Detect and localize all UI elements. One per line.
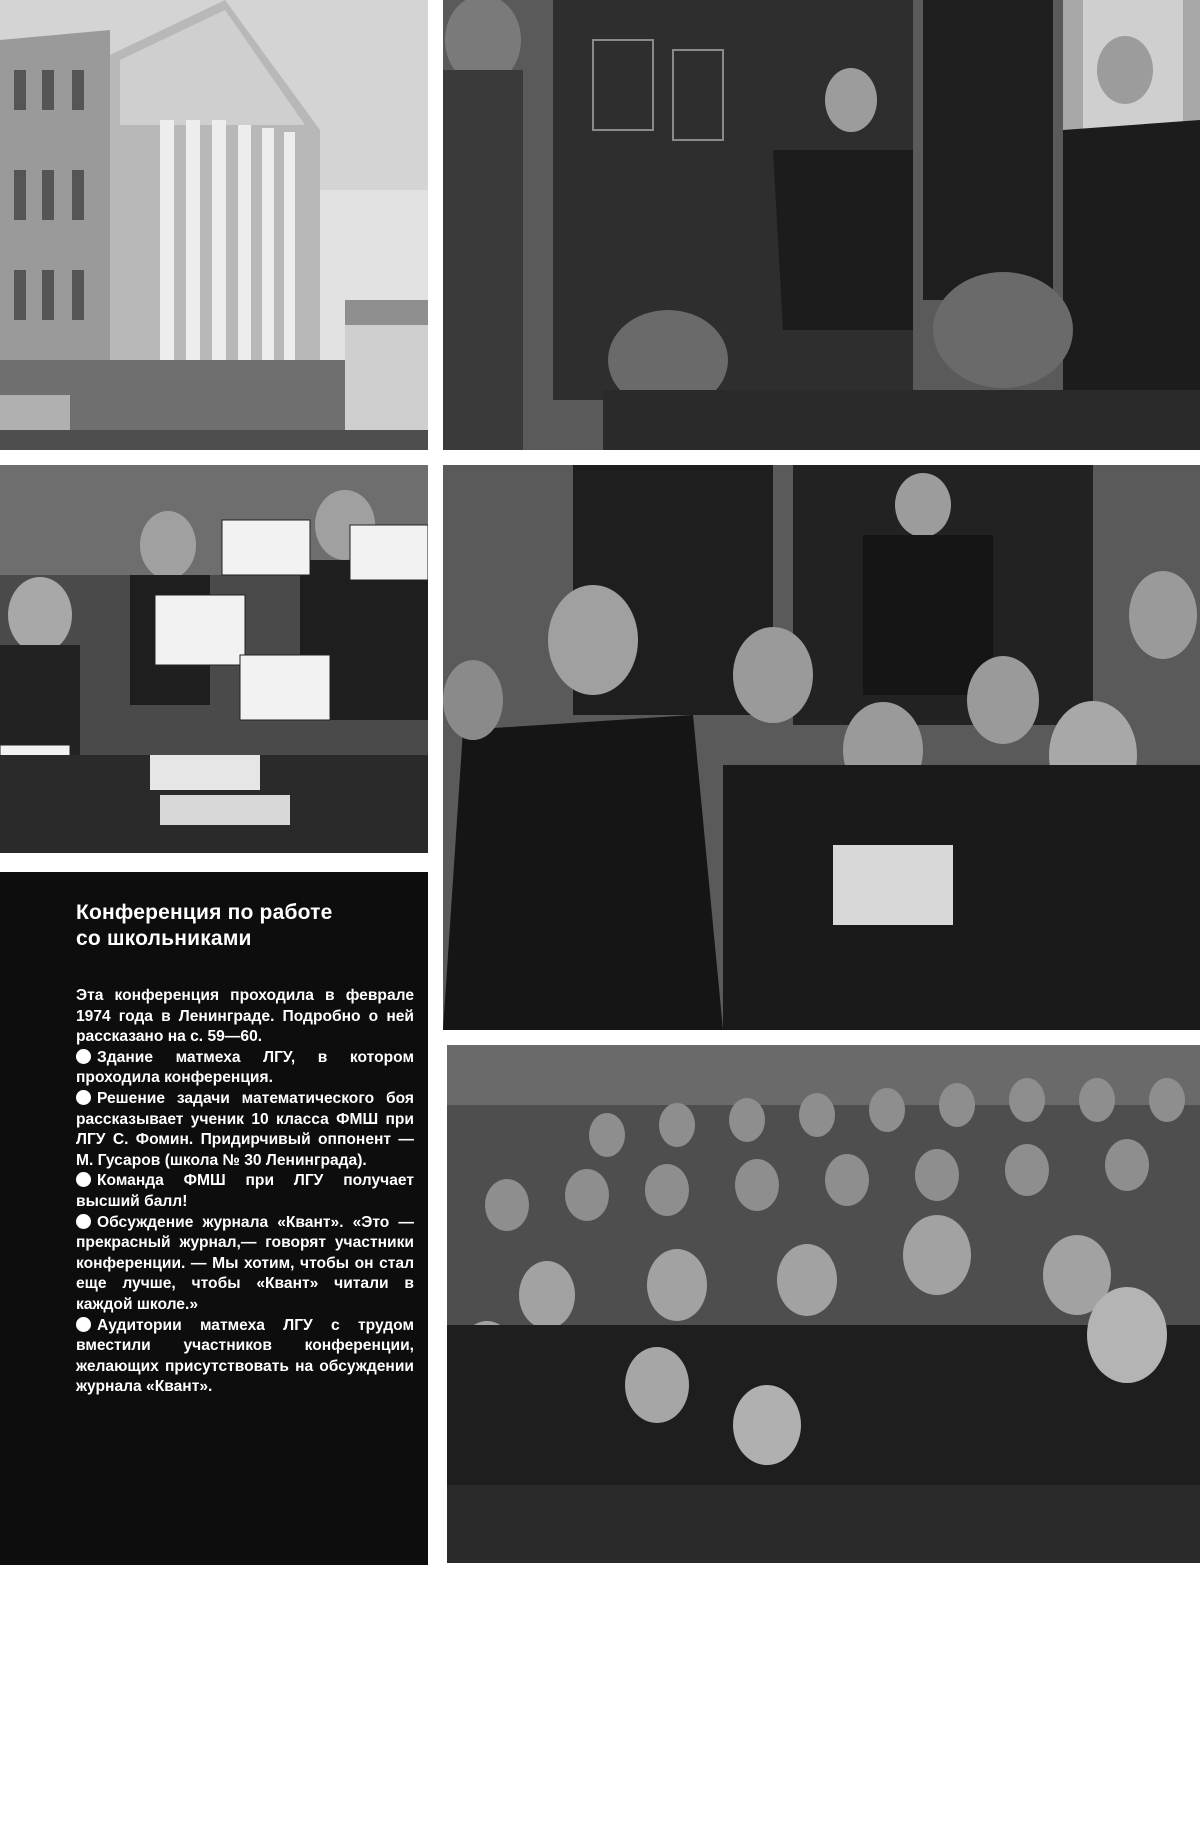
photo-jury xyxy=(0,465,428,853)
caption-title-line-1: Конференция по работе xyxy=(76,901,333,924)
photo-discussion xyxy=(443,465,1200,1030)
bullet-icon xyxy=(76,1049,91,1064)
bullet-icon xyxy=(76,1090,91,1105)
bullet-icon xyxy=(76,1317,91,1332)
caption-body xyxy=(76,986,414,1398)
caption-item-text: Аудитории матмеха ЛГУ с трудом вместили участников конференции, желающих присутствовать на обсуждении журнала «Квант». xyxy=(76,1316,414,1396)
caption-item xyxy=(76,1171,414,1212)
discussion-illustration xyxy=(443,465,1200,1030)
bullet-icon xyxy=(76,1214,91,1229)
jury-illustration xyxy=(0,465,428,853)
caption-title xyxy=(76,900,414,952)
caption-item xyxy=(76,1316,414,1398)
caption-item xyxy=(76,1089,414,1171)
photo-building xyxy=(0,0,428,450)
caption-item-text: Обсуждение журнала «Квант». «Это — прекрасный журнал,— говорят участники конференции. — Мы хотим, чтобы он стал еще лучше, чтобы «Квант» читали в каждой школе.» xyxy=(76,1213,414,1313)
photo-auditorium xyxy=(447,1045,1200,1563)
auditorium-illustration xyxy=(447,1045,1200,1563)
photo-blackboard xyxy=(443,0,1200,450)
caption-box xyxy=(0,872,428,1565)
blackboard-illustration xyxy=(443,0,1200,450)
caption-item-text: Здание матмеха ЛГУ, в котором проходила конференция. xyxy=(76,1048,414,1087)
caption-item xyxy=(76,1048,414,1089)
bullet-icon xyxy=(76,1172,91,1187)
caption-item-text: Решение задачи математического боя рассказывает ученик 10 класса ФМШ при ЛГУ С. Фомин. Придирчивый оппонент — М. Гусаров (школа № 30 Ленинграда). xyxy=(76,1089,414,1169)
caption-item xyxy=(76,1213,414,1316)
building-illustration xyxy=(0,0,428,450)
caption-intro: Эта конференция проходила в феврале 1974 года в Ленинграде. Подробно о ней рассказано на с. 59—60. xyxy=(76,987,414,1046)
caption-item-text: Команда ФМШ при ЛГУ получает высший балл! xyxy=(76,1172,414,1210)
caption-title-line-2: со школьниками xyxy=(76,927,252,950)
